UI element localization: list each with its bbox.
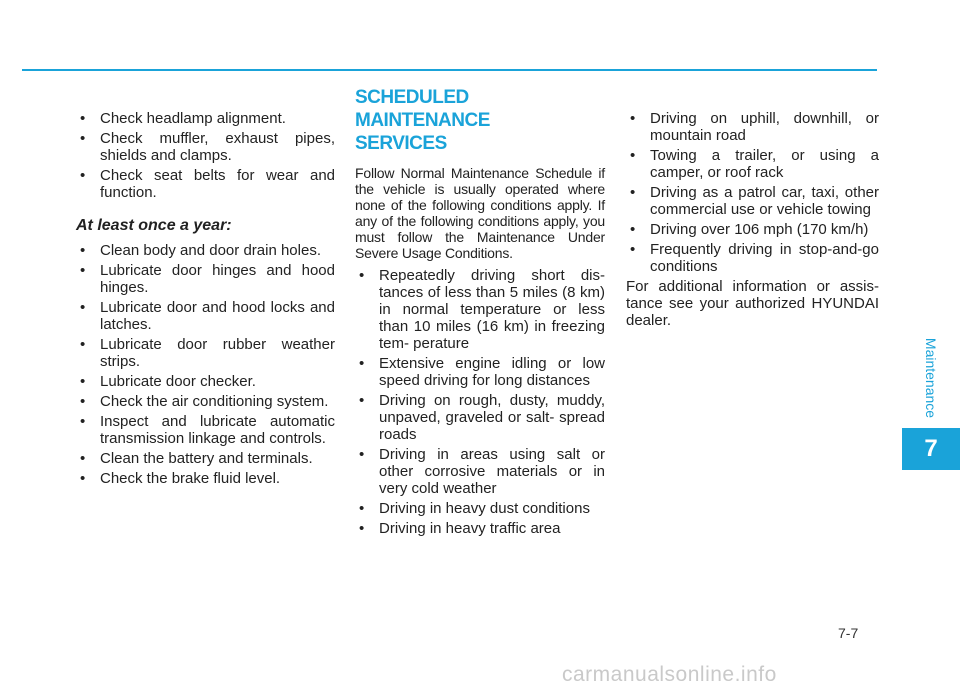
list-item: • Driving on rough, dusty, muddy, unpaved, graveled or salt- spread roads <box>359 392 605 443</box>
bullet: • <box>80 242 86 259</box>
bullet: • <box>80 470 86 487</box>
list-item: • Clean the battery and terminals. <box>80 450 313 467</box>
bullet: • <box>80 130 86 147</box>
bullet: • <box>630 241 636 258</box>
checklist-top <box>76 110 335 201</box>
yearly-subheading: At least once a year: <box>76 217 232 234</box>
dealer-note: For additional information or assis- tance see your authorized HYUNDAI dealer. <box>626 278 879 329</box>
bullet: • <box>80 167 86 184</box>
list-item: • Driving as a patrol car, taxi, other commercial use or vehicle towing <box>630 184 879 218</box>
bullet: • <box>80 373 86 390</box>
bullet: • <box>359 446 365 463</box>
section-intro: Follow Normal Maintenance Schedule if the vehicle is usually operated where none of the following conditions apply. If any of the following conditions apply, you must follow the Maintenance Under Severe Usage Conditions. <box>355 165 605 261</box>
severe-conditions-list-cont <box>626 110 879 275</box>
list-item: • Lubricate door rubber weather strips. <box>80 336 335 370</box>
bullet: • <box>80 262 86 279</box>
chapter-label: Maintenance <box>923 337 940 419</box>
column-left <box>76 110 335 490</box>
page-number: 7-7 <box>838 625 859 641</box>
list-item: • Lubricate door hinges and hood hinges. <box>80 262 335 296</box>
bullet: • <box>630 147 636 164</box>
list-item: • Driving in areas using salt or other corrosive materials or in very cold weather <box>359 446 605 497</box>
bullet: • <box>80 110 86 127</box>
list-item: • Check the brake fluid level. <box>80 470 281 487</box>
bullet: • <box>630 184 636 201</box>
severe-conditions-list <box>355 267 605 537</box>
list-item: • Inspect and lubricate automatic transmission linkage and controls. <box>80 413 335 447</box>
bullet: • <box>80 336 86 353</box>
list-item: • Check the air conditioning system. <box>80 393 329 410</box>
watermark: carmanualsonline.info <box>562 663 777 686</box>
list-item: • Lubricate door and hood locks and latches. <box>80 299 335 333</box>
bullet: • <box>359 355 365 372</box>
list-item: • Check headlamp alignment. <box>80 110 286 127</box>
bullet: • <box>359 267 365 284</box>
list-item: • Repeatedly driving short dis- tances of less than 5 miles (8 km) in normal temperature or less than 10 miles (16 km) in freezing tem- perature <box>359 267 605 352</box>
list-item: • Driving in heavy dust conditions <box>359 500 590 517</box>
bullet: • <box>630 110 636 127</box>
bullet: • <box>359 500 365 517</box>
list-item: • Clean body and door drain holes. <box>80 242 321 259</box>
column-right <box>626 110 879 329</box>
bullet: • <box>80 393 86 410</box>
bullet: • <box>80 413 86 430</box>
bullet: • <box>80 299 86 316</box>
list-item: • Driving over 106 mph (170 km/h) <box>630 221 869 238</box>
list-item: • Frequently driving in stop-and-go conditions <box>630 241 879 275</box>
list-item: • Towing a trailer, or using a camper, or roof rack <box>630 147 879 181</box>
list-item: • Driving on uphill, downhill, or mountain road <box>630 110 879 144</box>
list-item: • Check seat belts for wear and function. <box>80 167 335 201</box>
header-rule <box>22 69 877 71</box>
bullet: • <box>359 520 365 537</box>
column-middle <box>355 86 605 540</box>
bullet: • <box>630 221 636 238</box>
chapter-side-tab <box>902 330 960 470</box>
checklist-yearly <box>76 242 335 487</box>
chapter-number: 7 <box>902 428 960 470</box>
bullet: • <box>359 392 365 409</box>
bullet: • <box>80 450 86 467</box>
list-item: • Lubricate door checker. <box>80 373 256 390</box>
list-item: • Check muffler, exhaust pipes, shields and clamps. <box>80 130 335 164</box>
list-item: • Extensive engine idling or low speed driving for long distances <box>359 355 605 389</box>
list-item: • Driving in heavy traffic area <box>359 520 561 537</box>
section-title: SCHEDULED MAINTENANCE SERVICES <box>355 87 490 154</box>
